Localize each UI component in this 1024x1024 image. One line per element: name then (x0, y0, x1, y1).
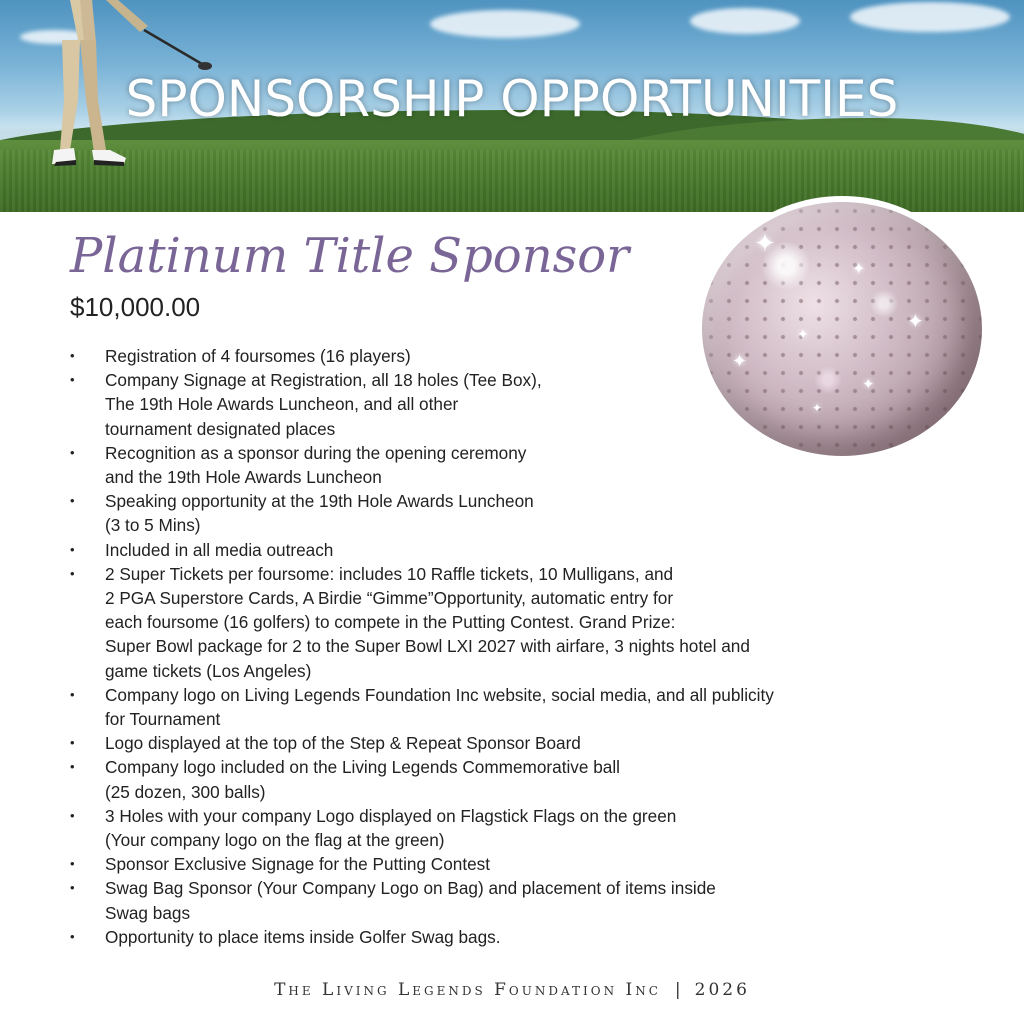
benefit-text: tournament designated places (105, 418, 336, 439)
hero-banner (0, 0, 1024, 212)
benefit-text: • Swag Bag Sponsor (Your Company Logo on Bag) and placement of items inside (105, 878, 716, 899)
sparkle-icon: ✦ (852, 261, 866, 278)
benefit-text: (3 to 5 Mins) (105, 515, 201, 536)
benefit-item (70, 344, 870, 371)
benefit-item (70, 368, 870, 441)
benefit-item (70, 441, 870, 489)
benefit-text: • Recognition as a sponsor during the opening ceremony (105, 442, 527, 463)
benefit-text: for Tournament (105, 709, 221, 730)
cloud (850, 2, 1010, 32)
tier-title: Platinum Title Sponsor (70, 228, 630, 284)
benefit-item (70, 755, 870, 803)
benefit-text: (25 dozen, 300 balls) (105, 781, 266, 802)
benefit-text: • Speaking opportunity at the 19th Hole Awards Luncheon (105, 491, 534, 512)
benefit-text: • Sponsor Exclusive Signage for the Putting Contest (105, 854, 491, 875)
benefit-text: Swag bags (105, 902, 191, 923)
sparkle-icon: ✦ (812, 401, 823, 415)
footer-organization: The Living Legends Foundation Inc (274, 980, 661, 1000)
sparkle-icon: ✦ (907, 311, 924, 333)
sparkle-icon: ✦ (732, 351, 748, 371)
sparkle-icon: ✦ (754, 228, 776, 258)
footer-separator: | (674, 980, 681, 1000)
benefit-text: each foursome (16 golfers) to compete in the Putting Contest. Grand Prize: (105, 612, 676, 633)
benefit-text: Super Bowl package for 2 to the Super Bowl LXI 2027 with airfare, 3 nights hotel and (105, 636, 750, 657)
benefit-text: • Company Signage at Registration, all 18 holes (Tee Box), (105, 370, 542, 391)
page-title: SPONSORSHIP OPPORTUNITIES (125, 70, 899, 128)
benefit-text: • Logo displayed at the top of the Step & Repeat Sponsor Board (105, 733, 581, 754)
benefit-text: and the 19th Hole Awards Luncheon (105, 467, 382, 488)
benefits-list (70, 344, 870, 949)
benefit-text: • Included in all media outreach (105, 539, 334, 560)
sparkle-icon: ✦ (797, 326, 809, 342)
benefit-text: The 19th Hole Awards Luncheon, and all other (105, 394, 459, 415)
benefit-text: game tickets (Los Angeles) (105, 660, 312, 681)
benefit-item (70, 538, 870, 562)
benefit-item (70, 683, 870, 731)
benefit-text: • Registration of 4 foursomes (16 players) (105, 346, 411, 366)
benefit-text: • Company logo included on the Living Legends Commemorative ball (105, 757, 620, 778)
benefit-item (70, 489, 870, 537)
benefit-text: • Company logo on Living Legends Foundation Inc website, social media, and all publicity (105, 684, 774, 705)
sparkle-icon: ✦ (862, 376, 875, 393)
benefit-item (70, 804, 870, 852)
benefit-item (70, 562, 870, 683)
benefit-item (70, 925, 870, 949)
benefit-text: 2 PGA Superstore Cards, A Birdie “Gimme”Opportunity, automatic entry for (105, 588, 674, 609)
footer (0, 980, 1024, 1000)
cloud (690, 8, 800, 34)
footer-year: 2026 (694, 980, 750, 1000)
benefit-text: (Your company logo on the flag at the green) (105, 830, 445, 851)
benefit-text: • Opportunity to place items inside Golfer Swag bags. (105, 926, 501, 947)
benefit-item (70, 852, 870, 876)
benefit-text: • 3 Holes with your company Logo displayed on Flagstick Flags on the green (105, 805, 677, 826)
cloud (430, 10, 580, 38)
benefit-item (70, 731, 870, 755)
benefit-item (70, 876, 870, 924)
tier-price: $10,000.00 (70, 292, 201, 322)
benefit-text: • 2 Super Tickets per foursome: includes 10 Raffle tickets, 10 Mulligans, and (105, 563, 674, 584)
